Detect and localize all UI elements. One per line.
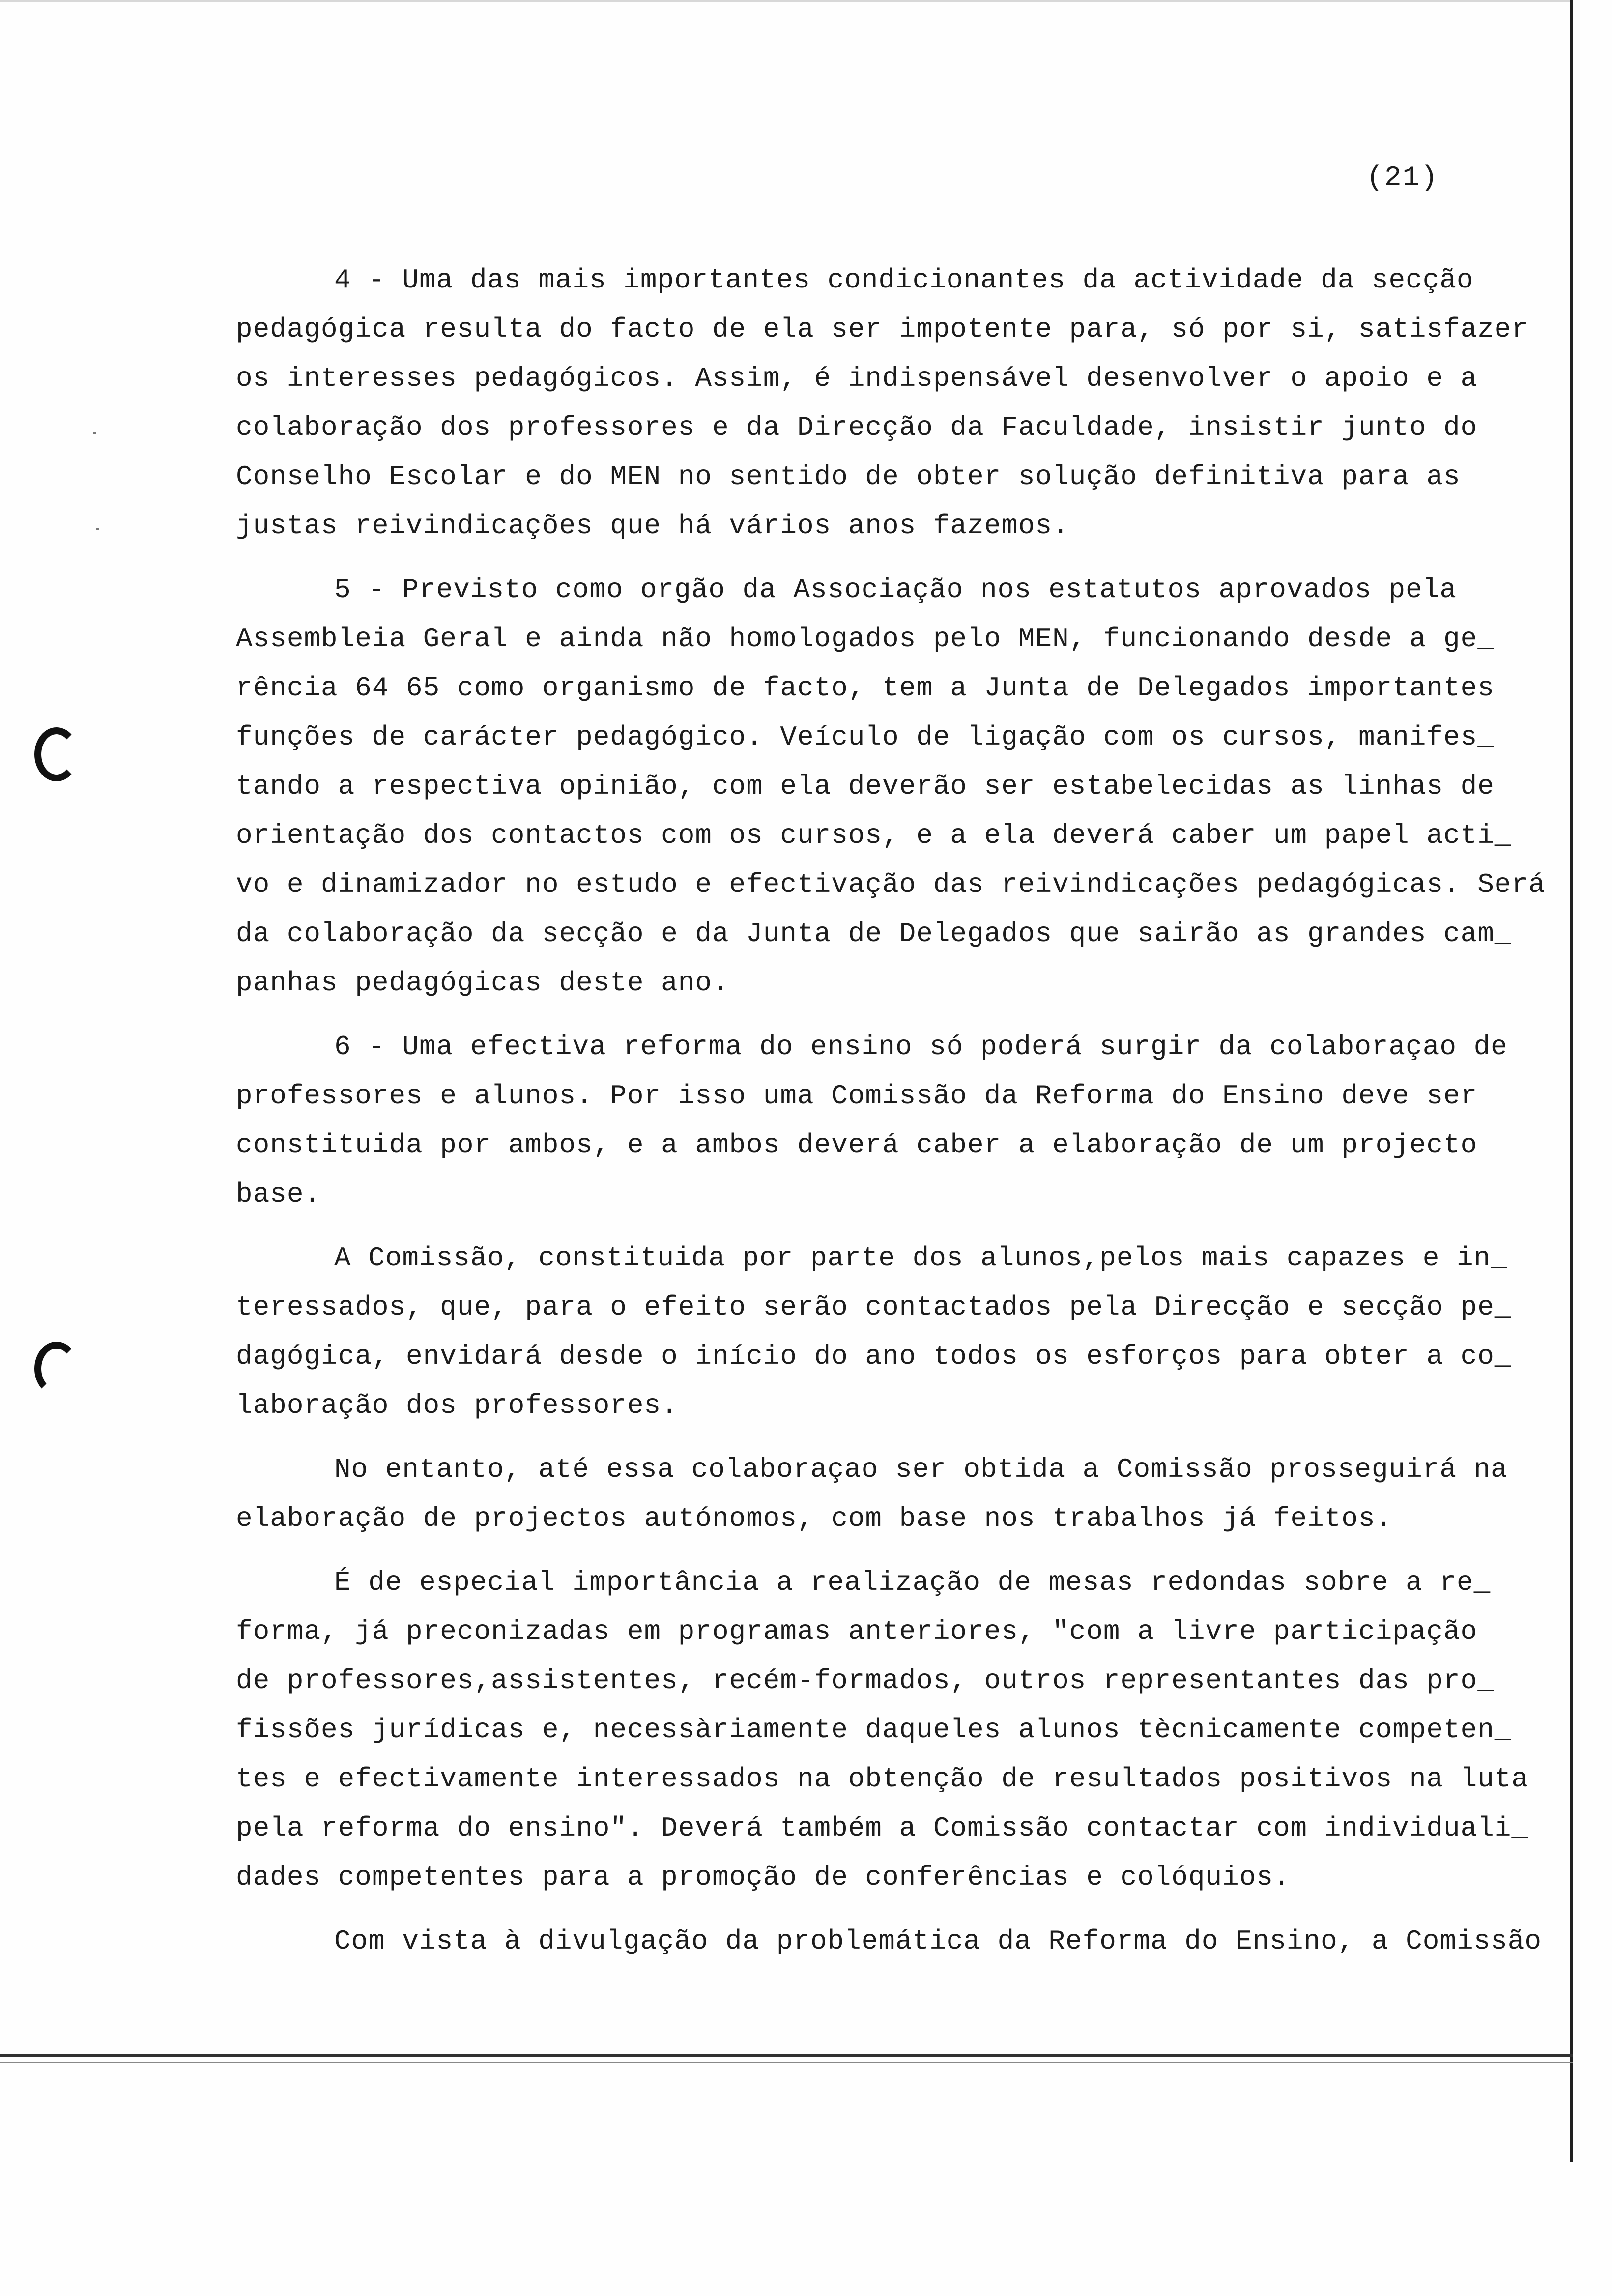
text-line: No entanto, até essa colaboraçao ser obtida a Comissão prosseguirá na	[334, 1454, 1508, 1485]
text-line: de professores,assistentes, recém-formados, outros representantes das pro_	[236, 1665, 1495, 1696]
text-line: Assembleia Geral e ainda não homologados pelo MEN, funcionando desde a ge_	[236, 623, 1495, 655]
page-number: (21)	[1366, 162, 1439, 194]
paragraph-gap	[236, 1430, 1563, 1445]
right-margin-rule	[1570, 0, 1573, 2162]
paragraph-gap	[236, 1219, 1563, 1234]
paragraph-gap	[236, 1543, 1563, 1558]
text-line: tes e efectivamente interessados na obtenção de resultados positivos na luta	[236, 1763, 1529, 1795]
paragraph	[236, 1917, 1563, 1966]
text-line: forma, já preconizadas em programas anteriores, "com a livre participação	[236, 1616, 1478, 1647]
text-line: da colaboração da secção e da Junta de Delegados que sairão as grandes cam_	[236, 918, 1512, 949]
text-line: panhas pedagógicas deste ano.	[236, 967, 729, 999]
paragraph	[236, 1558, 1563, 1902]
text-line: constituida por ambos, e a ambos deverá caber a elaboração de um projecto	[236, 1129, 1478, 1161]
paragraph-gap	[236, 550, 1563, 565]
paragraph	[236, 565, 1563, 1007]
document-body	[236, 256, 1563, 1966]
text-line: rência 64 65 como organismo de facto, tem a Junta de Delegados importantes	[236, 672, 1495, 704]
bottom-edge-rule-thin	[0, 2062, 1573, 2063]
text-line: base.	[236, 1178, 321, 1210]
paragraph	[236, 256, 1563, 550]
text-line: os interesses pedagógicos. Assim, é indispensável desenvolver o apoio e a	[236, 363, 1478, 394]
paragraph	[236, 1022, 1563, 1219]
punch-hole-mark	[34, 727, 79, 781]
text-line: professores e alunos. Por isso uma Comissão da Reforma do Ensino deve ser	[236, 1080, 1478, 1112]
text-line: fissões jurídicas e, necessàriamente daqueles alunos tècnicamente competen_	[236, 1714, 1512, 1746]
paragraph	[236, 1234, 1563, 1430]
text-line: 4 - Uma das mais importantes condicionantes da actividade da secção	[334, 264, 1474, 296]
text-line: laboração dos professores.	[236, 1390, 678, 1421]
paragraph-gap	[236, 1007, 1563, 1022]
paragraph-gap	[236, 1902, 1563, 1917]
text-line: 5 - Previsto como orgão da Associação nos estatutos aprovados pela	[334, 574, 1457, 605]
text-line: dades competentes para a promoção de conferências e colóquios.	[236, 1862, 1291, 1893]
bottom-edge-rule	[0, 2054, 1573, 2057]
text-line: orientação dos contactos com os cursos, e a ela deverá caber um papel acti_	[236, 820, 1512, 851]
scan-speck	[93, 432, 96, 434]
text-line: justas reivindicações que há vários anos fazemos.	[236, 510, 1069, 542]
text-line: tando a respectiva opinião, com ela deverão ser estabelecidas as linhas de	[236, 771, 1495, 802]
text-line: pela reforma do ensino". Deverá também a Comissão contactar com individuali_	[236, 1812, 1529, 1844]
text-line: 6 - Uma efectiva reforma do ensino só poderá surgir da colaboraçao de	[334, 1031, 1508, 1062]
text-line: A Comissão, constituida por parte dos alunos,pelos mais capazes e in_	[334, 1242, 1508, 1274]
paragraph	[236, 1445, 1563, 1543]
text-line: elaboração de projectos autónomos, com base nos trabalhos já feitos.	[236, 1503, 1393, 1534]
text-line: Conselho Escolar e do MEN no sentido de obter solução definitiva para as	[236, 461, 1461, 492]
punch-hole-mark	[34, 1342, 79, 1396]
text-line: É de especial importância a realização de mesas redondas sobre a re_	[334, 1567, 1491, 1598]
text-line: colaboração dos professores e da Direcção da Faculdade, insistir junto do	[236, 412, 1478, 443]
top-edge-rule	[0, 0, 1570, 2]
text-line: teressados, que, para o efeito serão contactados pela Direcção e secção pe_	[236, 1292, 1512, 1323]
text-line: vo e dinamizador no estudo e efectivação das reivindicações pedagógicas. Será	[236, 869, 1546, 900]
text-line: dagógica, envidará desde o início do ano todos os esforços para obter a co_	[236, 1341, 1512, 1372]
text-line: pedagógica resulta do facto de ela ser impotente para, só por si, satisfazer	[236, 314, 1529, 345]
scan-speck	[96, 528, 99, 530]
text-line: funções de carácter pedagógico. Veículo de ligação com os cursos, manifes_	[236, 721, 1495, 753]
text-line: Com vista à divulgação da problemática da Reforma do Ensino, a Comissão	[334, 1925, 1542, 1957]
